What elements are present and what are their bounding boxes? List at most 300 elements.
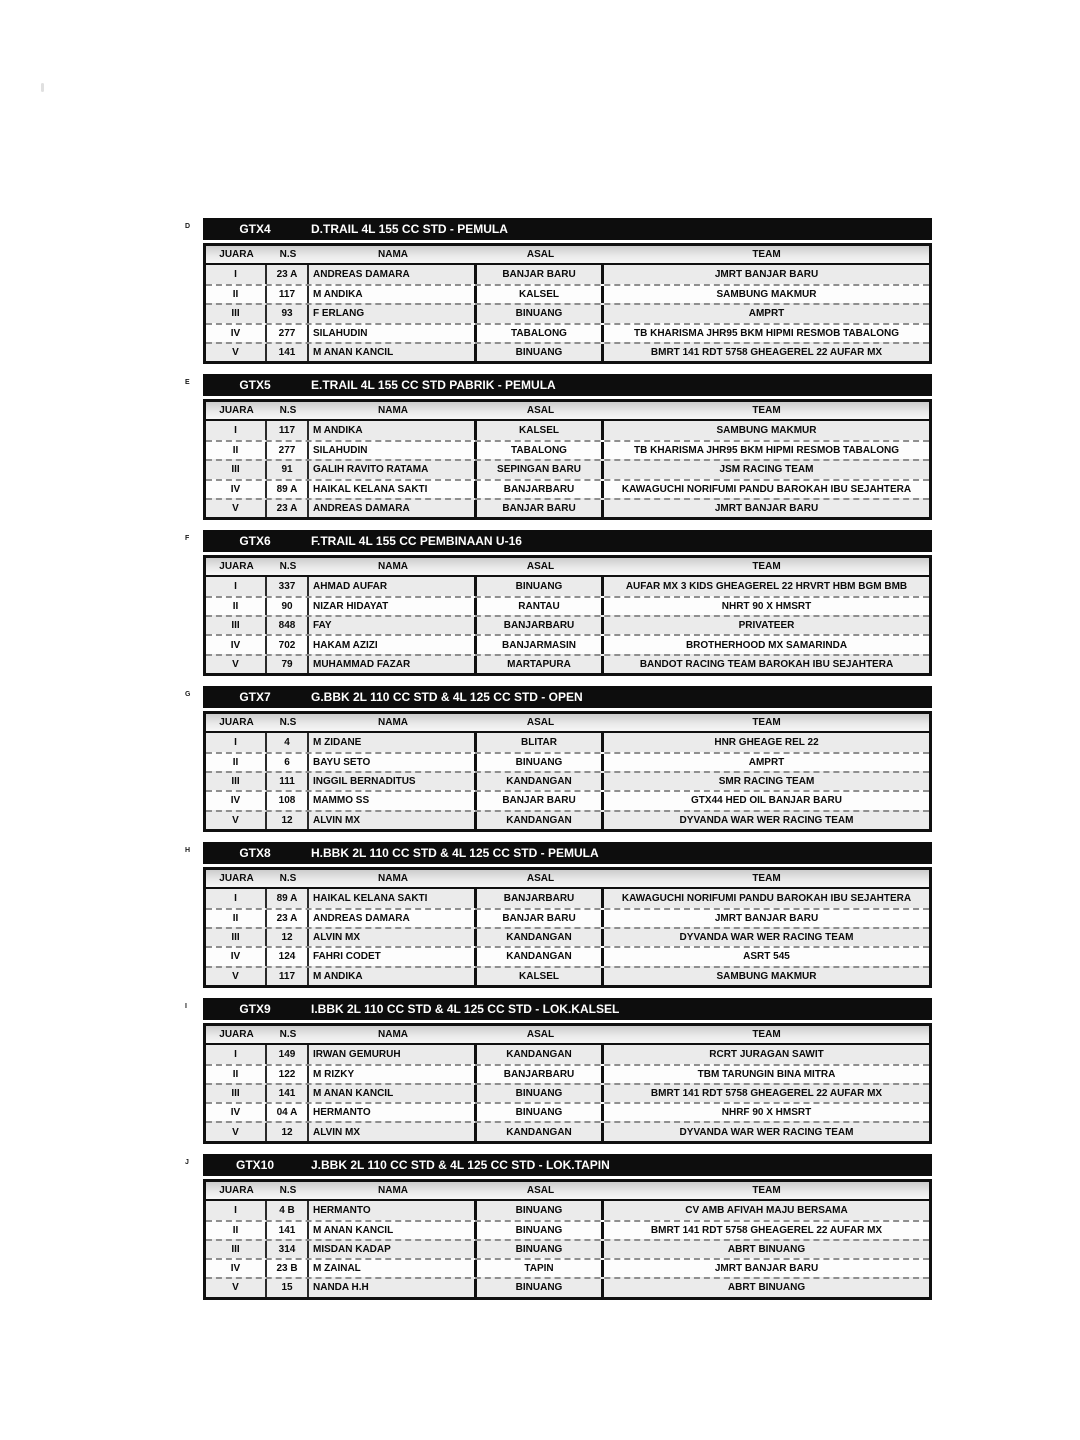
number-cell: 337 — [267, 577, 309, 596]
results-table-gtx4 — [185, 218, 932, 364]
table-row — [206, 908, 929, 927]
rank-cell: I — [206, 577, 267, 596]
table-title-bar — [203, 1154, 932, 1176]
number-cell: 277 — [267, 442, 309, 459]
rank-cell: III — [206, 617, 267, 634]
name-cell: M ZAINAL — [309, 1260, 477, 1277]
class-title: J.BBK 2L 110 CC STD & 4L 125 CC STD - LOK.TAPIN — [311, 1157, 610, 1172]
class-code: GTX9 — [239, 1001, 271, 1016]
table-row — [206, 459, 929, 478]
origin-cell: KALSEL — [477, 421, 604, 440]
rank-cell: II — [206, 754, 267, 771]
name-cell: BAYU SETO — [309, 754, 477, 771]
column-header-team: TEAM — [752, 1028, 781, 1040]
table-row — [206, 927, 929, 946]
origin-cell: BINUANG — [477, 577, 604, 596]
origin-cell: BINUANG — [477, 305, 604, 322]
rank-cell: III — [206, 929, 267, 946]
results-grid — [203, 1179, 932, 1300]
results-grid — [203, 555, 932, 676]
column-header-asal: ASAL — [526, 1028, 555, 1040]
column-header-row — [206, 246, 929, 265]
column-header-juara: JUARA — [219, 249, 254, 260]
team-cell: BMRT 141 RDT 5758 GHEAGEREL 22 AUFAR MX — [650, 346, 883, 358]
origin-cell: KANDANGAN — [477, 1123, 604, 1140]
column-header-team: TEAM — [752, 1184, 781, 1196]
column-header-asal: ASAL — [526, 560, 555, 572]
table-title-bar — [203, 842, 932, 864]
table-row — [206, 323, 929, 342]
table-row — [206, 1121, 929, 1140]
number-cell: 122 — [267, 1066, 309, 1083]
column-header-row — [206, 1182, 929, 1201]
results-table-gtx9 — [185, 998, 932, 1144]
table-row — [206, 1277, 929, 1296]
column-header-juara: JUARA — [219, 872, 254, 884]
origin-cell: KANDANGAN — [477, 929, 604, 946]
name-cell: F ERLANG — [309, 305, 477, 322]
team-cell: ASRT 545 — [743, 951, 790, 963]
rank-cell: II — [206, 442, 267, 459]
name-cell: M RIZKY — [309, 1066, 477, 1083]
number-cell: 4 B — [267, 1201, 309, 1220]
column-header-juara: JUARA — [219, 404, 254, 416]
table-body — [206, 733, 929, 829]
column-header-nama: NAMA — [378, 1028, 408, 1040]
class-title: G.BBK 2L 110 CC STD & 4L 125 CC STD - OPEN — [311, 689, 583, 704]
number-cell: 848 — [267, 617, 309, 634]
results-table-gtx6 — [185, 530, 932, 676]
rank-cell: III — [206, 305, 267, 322]
results-table-gtx10 — [185, 1154, 932, 1300]
origin-cell: BINUANG — [477, 754, 604, 771]
results-table-gtx5 — [185, 374, 932, 520]
table-row — [206, 596, 929, 615]
table-row — [206, 889, 929, 908]
team-cell: SAMBUNG MAKMUR — [716, 425, 817, 437]
team-cell: KAWAGUCHI NORIFUMI PANDU BAROKAH IBU SEJAHTERA — [621, 892, 912, 904]
rank-cell: IV — [206, 481, 267, 498]
class-code: GTX10 — [235, 1157, 274, 1172]
number-cell: 314 — [267, 1241, 309, 1258]
rank-cell: V — [206, 344, 267, 361]
number-cell: 90 — [267, 598, 309, 615]
margin-letter: D — [185, 223, 191, 230]
column-header-team: TEAM — [752, 249, 781, 260]
name-cell: M ANDIKA — [309, 421, 477, 440]
column-header-row — [206, 558, 929, 577]
column-header-ns: N.S — [279, 249, 297, 260]
team-cell: TB KHARISMA JHR95 BKM HIPMI RESMOB TABALONG — [633, 327, 899, 339]
rank-cell: II — [206, 286, 267, 303]
results-grid — [203, 1023, 932, 1144]
origin-cell: BLITAR — [477, 733, 604, 752]
table-row — [206, 810, 929, 829]
table-row — [206, 303, 929, 322]
rank-cell: IV — [206, 325, 267, 342]
name-cell: HERMANTO — [309, 1201, 477, 1220]
name-cell: M ANAN KANCIL — [309, 344, 477, 361]
team-cell: JMRT BANJAR BARU — [714, 502, 819, 514]
table-body — [206, 421, 929, 517]
column-header-asal: ASAL — [526, 716, 555, 728]
team-cell: SMR RACING TEAM — [718, 776, 815, 788]
rank-cell: V — [206, 968, 267, 985]
table-row — [206, 654, 929, 673]
class-title: I.BBK 2L 110 CC STD & 4L 125 CC STD - LOK.KALSEL — [311, 1001, 620, 1016]
column-header-team: TEAM — [752, 872, 781, 884]
team-cell: AMPRT — [748, 757, 785, 769]
number-cell: 89 A — [267, 481, 309, 498]
team-cell: ABRT BINUANG — [727, 1282, 806, 1294]
name-cell: HAKAM AZIZI — [309, 636, 477, 653]
team-cell: JSM RACING TEAM — [719, 464, 814, 476]
team-cell: ABRT BINUANG — [727, 1244, 806, 1256]
number-cell: 15 — [267, 1279, 309, 1296]
number-cell: 23 A — [267, 500, 309, 517]
column-header-ns: N.S — [279, 1184, 297, 1196]
number-cell: 141 — [267, 1085, 309, 1102]
number-cell: 6 — [267, 754, 309, 771]
team-cell: CV AMB AFIVAH MAJU BERSAMA — [685, 1204, 848, 1216]
table-row — [206, 733, 929, 752]
origin-cell: BINUANG — [477, 1085, 604, 1102]
origin-cell: BINUANG — [477, 1222, 604, 1239]
table-row — [206, 771, 929, 790]
table-row — [206, 790, 929, 809]
number-cell: 117 — [267, 421, 309, 440]
class-code: GTX8 — [239, 845, 271, 860]
class-code: GTX4 — [239, 222, 271, 236]
origin-cell: TABALONG — [477, 442, 604, 459]
name-cell: M ANAN KANCIL — [309, 1085, 477, 1102]
column-header-team: TEAM — [752, 716, 781, 728]
table-row — [206, 1045, 929, 1064]
origin-cell: KALSEL — [477, 286, 604, 303]
name-cell: M ANDIKA — [309, 286, 477, 303]
column-header-ns: N.S — [279, 872, 297, 884]
column-header-nama: NAMA — [378, 249, 408, 260]
origin-cell: BANJARBARU — [477, 617, 604, 634]
results-grid — [203, 711, 932, 832]
table-row — [206, 498, 929, 517]
table-body — [206, 577, 929, 673]
table-row — [206, 342, 929, 361]
number-cell: 12 — [267, 929, 309, 946]
table-row — [206, 1201, 929, 1220]
margin-letter: G — [185, 690, 191, 698]
origin-cell: KANDANGAN — [477, 812, 604, 829]
rank-cell: I — [206, 889, 267, 908]
team-cell: BMRT 141 RDT 5758 GHEAGEREL 22 AUFAR MX — [650, 1088, 883, 1100]
table-title-bar — [203, 998, 932, 1020]
team-cell: JMRT BANJAR BARU — [714, 1263, 819, 1275]
name-cell: NIZAR HIDAYAT — [309, 598, 477, 615]
name-cell: SILAHUDIN — [309, 325, 477, 342]
team-cell: PRIVATEER — [738, 620, 795, 632]
results-table-gtx8 — [185, 842, 932, 988]
team-cell: SAMBUNG MAKMUR — [716, 970, 817, 982]
rank-cell: III — [206, 773, 267, 790]
name-cell: MUHAMMAD FAZAR — [309, 656, 477, 673]
number-cell: 89 A — [267, 889, 309, 908]
results-table-gtx7 — [185, 686, 932, 832]
rank-cell: IV — [206, 1104, 267, 1121]
results-grid — [203, 867, 932, 988]
origin-cell: BANJARBARU — [477, 889, 604, 908]
table-body — [206, 1201, 929, 1297]
origin-cell: SEPINGAN BARU — [477, 461, 604, 478]
class-title: H.BBK 2L 110 CC STD & 4L 125 CC STD - PEMULA — [311, 845, 599, 860]
table-row — [206, 1220, 929, 1239]
class-title: E.TRAIL 4L 155 CC STD PABRIK - PEMULA — [311, 377, 556, 392]
table-row — [206, 946, 929, 965]
table-row — [206, 577, 929, 596]
table-body — [206, 265, 929, 361]
name-cell: ALVIN MX — [309, 929, 477, 946]
number-cell: 141 — [267, 344, 309, 361]
name-cell: NANDA H.H — [309, 1279, 477, 1296]
origin-cell: BINUANG — [477, 344, 604, 361]
origin-cell: BANJARMASIN — [477, 636, 604, 653]
name-cell: IRWAN GEMURUH — [309, 1045, 477, 1064]
origin-cell: TAPIN — [477, 1260, 604, 1277]
team-cell: BANDOT RACING TEAM BAROKAH IBU SEJAHTERA — [639, 658, 894, 670]
name-cell: ANDREAS DAMARA — [309, 265, 477, 284]
table-row — [206, 966, 929, 985]
team-cell: SAMBUNG MAKMUR — [716, 289, 817, 301]
rank-cell: IV — [206, 636, 267, 653]
team-cell: NHRT 90 X HMSRT — [721, 601, 812, 613]
column-header-ns: N.S — [279, 1028, 297, 1040]
column-header-row — [206, 870, 929, 889]
number-cell: 702 — [267, 636, 309, 653]
column-header-juara: JUARA — [219, 560, 254, 572]
column-header-nama: NAMA — [378, 404, 408, 416]
number-cell: 12 — [267, 1123, 309, 1140]
team-cell: DYVANDA WAR WER RACING TEAM — [679, 932, 854, 944]
table-row — [206, 1258, 929, 1277]
table-row — [206, 1239, 929, 1258]
rank-cell: V — [206, 500, 267, 517]
team-cell: DYVANDA WAR WER RACING TEAM — [679, 814, 854, 826]
column-header-asal: ASAL — [526, 249, 555, 260]
table-body — [206, 1045, 929, 1141]
team-cell: NHRF 90 X HMSRT — [721, 1107, 812, 1119]
column-header-ns: N.S — [279, 560, 297, 572]
table-row — [206, 752, 929, 771]
column-header-juara: JUARA — [219, 1184, 254, 1196]
table-row — [206, 634, 929, 653]
table-title-bar — [203, 530, 932, 552]
table-title-bar — [203, 218, 932, 240]
team-cell: TBM TARUNGIN BINA MITRA — [697, 1068, 836, 1080]
rank-cell: II — [206, 598, 267, 615]
origin-cell: BANJAR BARU — [477, 265, 604, 284]
column-header-ns: N.S — [279, 716, 297, 728]
rank-cell: I — [206, 265, 267, 284]
name-cell: M ZIDANE — [309, 733, 477, 752]
column-header-asal: ASAL — [526, 1184, 555, 1196]
column-header-team: TEAM — [752, 404, 781, 416]
number-cell: 117 — [267, 286, 309, 303]
column-header-team: TEAM — [752, 560, 781, 572]
rank-cell: III — [206, 461, 267, 478]
team-cell: DYVANDA WAR WER RACING TEAM — [679, 1126, 854, 1138]
tables-container — [185, 218, 932, 1310]
column-header-nama: NAMA — [378, 560, 408, 572]
rank-cell: IV — [206, 1260, 267, 1277]
table-row — [206, 265, 929, 284]
name-cell: ANDREAS DAMARA — [309, 910, 477, 927]
class-code: GTX5 — [239, 377, 271, 392]
team-cell: TB KHARISMA JHR95 BKM HIPMI RESMOB TABALONG — [633, 445, 899, 457]
number-cell: 93 — [267, 305, 309, 322]
table-row — [206, 1083, 929, 1102]
origin-cell: BANJARBARU — [477, 1066, 604, 1083]
margin-letter: H — [185, 846, 191, 854]
rank-cell: IV — [206, 792, 267, 809]
column-header-row — [206, 1026, 929, 1045]
origin-cell: BINUANG — [477, 1241, 604, 1258]
margin-letter: E — [185, 378, 190, 386]
name-cell: ALVIN MX — [309, 1123, 477, 1140]
rank-cell: II — [206, 1066, 267, 1083]
name-cell: ANDREAS DAMARA — [309, 500, 477, 517]
column-header-ns: N.S — [279, 404, 297, 416]
origin-cell: BANJAR BARU — [477, 910, 604, 927]
rank-cell: I — [206, 1201, 267, 1220]
rank-cell: I — [206, 421, 267, 440]
column-header-asal: ASAL — [526, 404, 555, 416]
name-cell: HERMANTO — [309, 1104, 477, 1121]
number-cell: 141 — [267, 1222, 309, 1239]
number-cell: 277 — [267, 325, 309, 342]
column-header-juara: JUARA — [219, 1028, 254, 1040]
column-header-juara: JUARA — [219, 716, 254, 728]
name-cell: MISDAN KADAP — [309, 1241, 477, 1258]
team-cell: AMPRT — [748, 308, 785, 320]
origin-cell: BINUANG — [477, 1279, 604, 1296]
number-cell: 108 — [267, 792, 309, 809]
name-cell: HAIKAL KELANA SAKTI — [309, 481, 477, 498]
class-title: D.TRAIL 4L 155 CC STD - PEMULA — [311, 222, 508, 236]
rank-cell: I — [206, 1045, 267, 1064]
origin-cell: RANTAU — [477, 598, 604, 615]
table-row — [206, 479, 929, 498]
origin-cell: TABALONG — [477, 325, 604, 342]
margin-letter: J — [185, 1158, 189, 1166]
rank-cell: V — [206, 1279, 267, 1296]
class-title: F.TRAIL 4L 155 CC PEMBINAAN U-16 — [311, 533, 522, 548]
number-cell: 79 — [267, 656, 309, 673]
name-cell: GALIH RAVITO RATAMA — [309, 461, 477, 478]
class-code: GTX7 — [239, 689, 271, 704]
results-grid — [203, 399, 932, 520]
table-row — [206, 1064, 929, 1083]
column-header-nama: NAMA — [378, 716, 408, 728]
rank-cell: II — [206, 910, 267, 927]
team-cell: AUFAR MX 3 KIDS GHEAGEREL 22 HRVRT HBM BGM BMB — [625, 580, 908, 592]
origin-cell: KANDANGAN — [477, 948, 604, 965]
name-cell: INGGIL BERNADITUS — [309, 773, 477, 790]
name-cell: HAIKAL KELANA SAKTI — [309, 889, 477, 908]
team-cell: RCRT JURAGAN SAWIT — [709, 1048, 824, 1060]
name-cell: MAMMO SS — [309, 792, 477, 809]
column-header-nama: NAMA — [378, 872, 408, 884]
number-cell: 04 A — [267, 1104, 309, 1121]
rank-cell: I — [206, 733, 267, 752]
table-row — [206, 1102, 929, 1121]
number-cell: 124 — [267, 948, 309, 965]
number-cell: 4 — [267, 733, 309, 752]
class-code: GTX6 — [239, 533, 271, 548]
column-header-nama: NAMA — [378, 1184, 408, 1196]
name-cell: M ANDIKA — [309, 968, 477, 985]
number-cell: 117 — [267, 968, 309, 985]
origin-cell: BANJAR BARU — [477, 792, 604, 809]
origin-cell: BANJARBARU — [477, 481, 604, 498]
rank-cell: II — [206, 1222, 267, 1239]
column-header-asal: ASAL — [526, 872, 555, 884]
table-row — [206, 421, 929, 440]
origin-cell: MARTAPURA — [477, 656, 604, 673]
rank-cell: III — [206, 1241, 267, 1258]
name-cell: AHMAD AUFAR — [309, 577, 477, 596]
origin-cell: BINUANG — [477, 1201, 604, 1220]
origin-cell: KALSEL — [477, 968, 604, 985]
name-cell: M ANAN KANCIL — [309, 1222, 477, 1239]
number-cell: 111 — [267, 773, 309, 790]
column-header-row — [206, 402, 929, 421]
team-cell: JMRT BANJAR BARU — [714, 269, 819, 281]
name-cell: ALVIN MX — [309, 812, 477, 829]
table-title-bar — [203, 686, 932, 708]
column-header-row — [206, 714, 929, 733]
name-cell: FAY — [309, 617, 477, 634]
rank-cell: V — [206, 656, 267, 673]
name-cell: FAHRI CODET — [309, 948, 477, 965]
table-row — [206, 284, 929, 303]
number-cell: 23 A — [267, 910, 309, 927]
table-row — [206, 440, 929, 459]
name-cell: SILAHUDIN — [309, 442, 477, 459]
origin-cell: KANDANGAN — [477, 773, 604, 790]
number-cell: 23 B — [267, 1260, 309, 1277]
origin-cell: KANDANGAN — [477, 1045, 604, 1064]
number-cell: 91 — [267, 461, 309, 478]
team-cell: BMRT 141 RDT 5758 GHEAGEREL 22 AUFAR MX — [650, 1224, 883, 1236]
origin-cell: BINUANG — [477, 1104, 604, 1121]
number-cell: 23 A — [267, 265, 309, 284]
rank-cell: III — [206, 1085, 267, 1102]
results-grid — [203, 243, 932, 364]
rank-cell: IV — [206, 948, 267, 965]
team-cell: JMRT BANJAR BARU — [714, 913, 819, 925]
team-cell: BROTHERHOOD MX SAMARINDA — [685, 639, 848, 651]
margin-letter: I — [185, 1002, 187, 1010]
scan-artifact-mark — [41, 83, 44, 92]
margin-letter: F — [185, 534, 190, 542]
team-cell: KAWAGUCHI NORIFUMI PANDU BAROKAH IBU SEJAHTERA — [621, 483, 912, 495]
table-body — [206, 889, 929, 985]
rank-cell: V — [206, 812, 267, 829]
team-cell: HNR GHEAGE REL 22 — [714, 736, 819, 748]
rank-cell: V — [206, 1123, 267, 1140]
number-cell: 149 — [267, 1045, 309, 1064]
table-row — [206, 615, 929, 634]
table-title-bar — [203, 374, 932, 396]
